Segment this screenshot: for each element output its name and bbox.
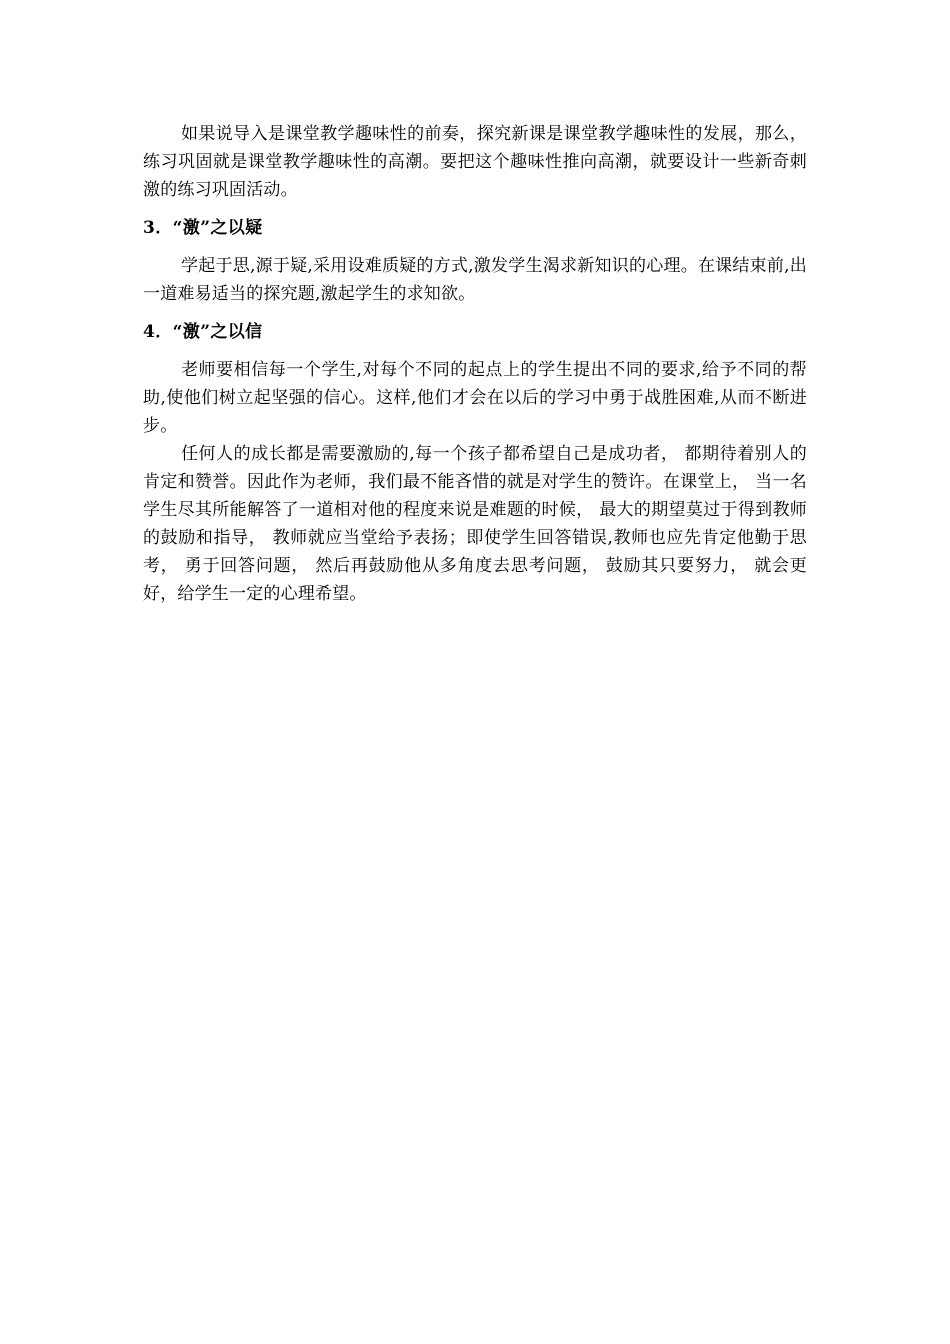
paragraph-practice-consolidation: 如果说导入是课堂教学趣味性的前奏，探究新课是课堂教学趣味性的发展，那么，练习巩固就是课堂教学趣味性的高潮。要把这个趣味性推向高潮，就要设计一些新奇刺激的练习巩固活动。 <box>143 124 807 200</box>
paragraph-inspire-confidence: 老师要相信每一个学生,对每个不同的起点上的学生提出不同的要求,给予不同的帮助,使他们树立起坚强的信心。这样,他们才会在以后的学习中勇于战胜困难,从而不断进步。 <box>143 360 807 436</box>
paragraph-encouragement: 任何人的成长都是需要激励的,每一个孩子都希望自己是成功者， 都期待着别人的肯定和赞誉。因此作为老师，我们最不能吝惜的就是对学生的赞许。在课堂上， 当一名学生尽其所能解答了一道相对他的程度来说是难题的时候， 最大的期望莫过于得到教师的鼓励和指导， 教师就应当堂给予表扬；即使学生回答错误,教师也应先肯定他勤于思考， 勇于回答问题， 然后再鼓励他从多角度去思考问题， 鼓励其只要努力， 就会更好，给学生一定的心理希望。 <box>143 444 807 604</box>
paragraph-inspire-doubt: 学起于思,源于疑,采用设难质疑的方式,激发学生渴求新知识的心理。在课结束前,出一道难易适当的探究题,激起学生的求知欲。 <box>143 256 807 304</box>
document-body <box>143 120 807 608</box>
section-heading-4: 4．“激”之以信 <box>143 322 263 342</box>
section-heading-3: 3．“激”之以疑 <box>143 218 263 238</box>
